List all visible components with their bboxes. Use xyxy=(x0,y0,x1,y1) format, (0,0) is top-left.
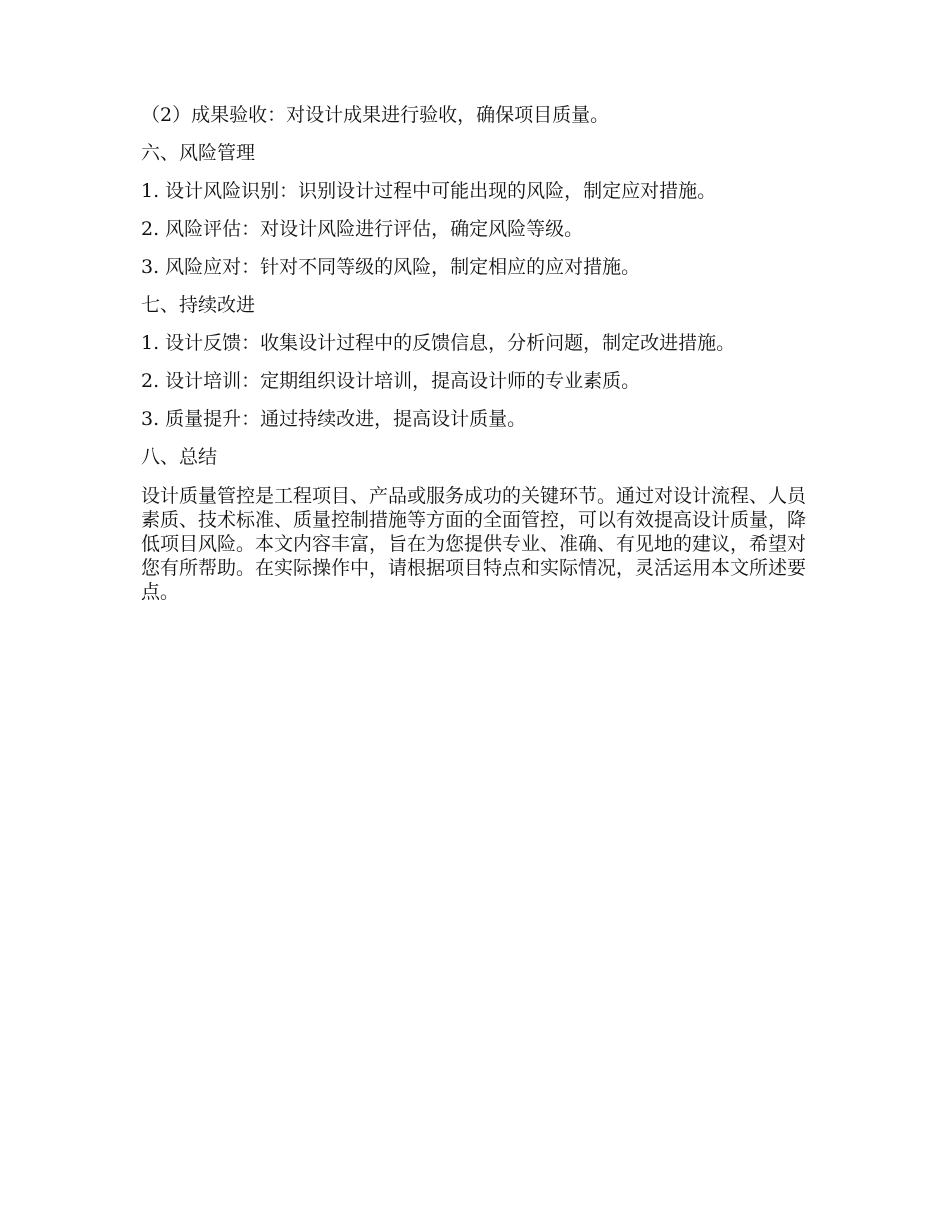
paragraph-risk-identification: 1. 设计风险识别：识别设计过程中可能出现的风险，制定应对措施。 xyxy=(141,180,717,202)
paragraph-result-acceptance: （2）成果验收：对设计成果进行验收，确保项目质量。 xyxy=(141,104,610,126)
paragraph-quality-improvement: 3. 质量提升：通过持续改进，提高设计质量。 xyxy=(141,408,527,430)
paragraph-risk-assessment: 2. 风险评估：对设计风险进行评估，确定风险等级。 xyxy=(141,218,584,240)
paragraph-design-feedback: 1. 设计反馈：收集设计过程中的反馈信息，分析问题，制定改进措施。 xyxy=(141,332,736,354)
section-heading-risk-management: 六、风险管理 xyxy=(141,142,256,164)
document-body xyxy=(141,104,809,620)
paragraph-summary: 设计质量管控是工程项目、产品或服务成功的关键环节。通过对设计流程、人员素质、技术标准、质量控制措施等方面的全面管控，可以有效提高设计质量，降低项目风险。本文内容丰富，旨在为您提供专业、准确、有见地的建议，希望对您有所帮助。在实际操作中，请根据项目特点和实际情况，灵活运用本文所述要点。 xyxy=(141,485,807,603)
paragraph-risk-response: 3. 风险应对：针对不同等级的风险，制定相应的应对措施。 xyxy=(141,256,641,278)
section-heading-summary: 八、总结 xyxy=(141,446,218,468)
paragraph-design-training: 2. 设计培训：定期组织设计培训，提高设计师的专业素质。 xyxy=(141,370,641,392)
section-heading-continuous-improvement: 七、持续改进 xyxy=(141,294,256,316)
